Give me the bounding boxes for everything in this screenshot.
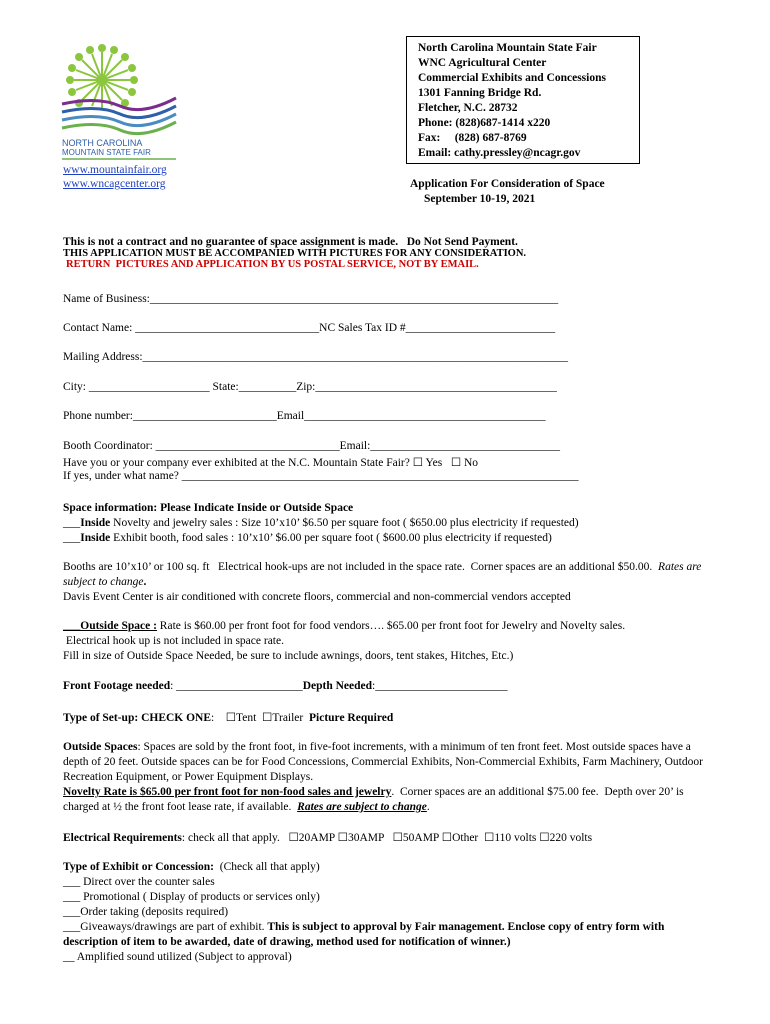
exhibit-option[interactable]: ___ Promotional ( Display of products or services only)	[63, 891, 320, 903]
inside-exhibit-option[interactable]: ___Inside Exhibit booth, food sales : 10’x10’ $6.00 per square foot ( $600.00 plus electricity if requested)	[63, 532, 552, 544]
logo-text-line1: NORTH CAROLINA	[62, 138, 143, 148]
address-line: Phone: (828)687-1414 x220	[418, 117, 551, 129]
footage-field[interactable]: Front Footage needed: ______________________Depth Needed:_______________________	[63, 680, 508, 692]
outside-electrical-note: Electrical hook up is not included in space rate.	[63, 635, 284, 647]
giveaway-option[interactable]: ___Giveaways/drawings are part of exhibit. This is subject to approval by Fair management. Enclose copy of entry form with description of item to be awarded, date of drawing, method used for notification of winner.)	[63, 921, 665, 948]
outside-space-section	[63, 619, 713, 664]
contact-field[interactable]: Contact Name: ________________________________NC Sales Tax ID #__________________________	[63, 322, 556, 334]
inside-novelty-option[interactable]: ___Inside Novelty and jewelry sales : Size 10’x10’ $6.50 per square foot ( $650.00 plus electricity if requested)	[63, 517, 579, 529]
address-line: Fax: (828) 687-8769	[418, 132, 527, 144]
setup-type-field[interactable]: Type of Set-up: CHECK ONE: ☐Tent ☐Trailer Picture Required	[63, 712, 394, 724]
exhibited-before-checkbox[interactable]: Have you or your company ever exhibited at the N.C. Mountain State Fair? ☐ Yes ☐ No	[63, 457, 479, 469]
address-line: Email: cathy.pressley@ncagr.gov	[418, 147, 581, 159]
booth-info: Booths are 10’x10’ or 100 sq. ft Electrical hook-ups are not included in the space rate. Corner spaces are an additional $50.00. Rates are subject to change. Davis Event Center is air conditioned with concrete floors, commercial and non-commercial vendors accepted	[63, 560, 713, 605]
address-line: North Carolina Mountain State Fair	[418, 42, 597, 54]
notice-line2: THIS APPLICATION MUST BE ACCOMPANIED WITH PICTURES FOR ANY CONSIDERATION.	[63, 248, 527, 259]
space-info-section	[63, 501, 713, 546]
exhibit-type-heading: Type of Exhibit or Concession: (Check all that apply)	[63, 861, 320, 873]
ferris-wheel-mountain-logo-icon	[58, 42, 180, 162]
outside-fill-note: Fill in size of Outside Space Needed, be sure to include awnings, doors, tent stakes, Hitches, Etc.)	[63, 650, 514, 662]
outside-space-option[interactable]: ___Outside Space : Rate is $60.00 per front foot for food vendors…. $65.00 per front foot for Jewelry and Novelty sales.	[63, 620, 626, 632]
notice-block	[63, 236, 713, 270]
application-title	[410, 177, 605, 207]
mailing-address-field[interactable]: Mailing Address:__________________________________________________________________________	[63, 351, 569, 363]
notice-line3: RETURN PICTURES AND APPLICATION BY US POSTAL SERVICE, NOT BY EMAIL.	[66, 259, 479, 270]
space-heading: Space information: Please Indicate Inside or Outside Space	[63, 502, 354, 514]
phone-email-field[interactable]: Phone number:_________________________Email__________________________________________	[63, 410, 546, 422]
business-name-field[interactable]: Name of Business:_______________________________________________________________________	[63, 293, 559, 305]
notice-line1: This is not a contract and no guarantee of space assignment is made. Do Not Send Payment.	[63, 236, 518, 248]
exhibit-option[interactable]: ___ Direct over the counter sales	[63, 876, 215, 888]
address-box	[406, 36, 640, 164]
amplified-sound-option[interactable]: __ Amplified sound utilized (Subject to approval)	[63, 951, 292, 963]
exhibit-option[interactable]: ___Order taking (deposits required)	[63, 906, 229, 918]
city-state-zip-field[interactable]: City: _____________________ State:__________Zip:__________________________________________	[63, 381, 557, 393]
booth-coordinator-field[interactable]: Booth Coordinator: ________________________________Email:_________________________________	[63, 440, 561, 452]
address-line: Commercial Exhibits and Concessions	[418, 72, 606, 84]
logo-text-line2: MOUNTAIN STATE FAIR	[62, 148, 151, 157]
electrical-requirements-field[interactable]: Electrical Requirements: check all that apply. ☐20AMP ☐30AMP ☐50AMP ☐Other ☐110 volts ☐220 volts	[63, 832, 593, 844]
website-links	[63, 163, 167, 191]
mountainfair-link[interactable]: www.mountainfair.org	[63, 164, 167, 176]
wncagcenter-link[interactable]: www.wncagcenter.org	[63, 178, 166, 190]
exhibit-type-section	[63, 860, 713, 965]
app-title: Application For Consideration of Space	[410, 178, 605, 190]
fair-logo	[58, 42, 180, 162]
outside-spaces-info: Outside Spaces: Spaces are sold by the front foot, in five-foot increments, with a minimum of ten front feet. Most outside spaces have a depth of 20 feet. Outside spaces can be for Food Concessions, Commercial Exhibits, Non-Commercial Exhibits, Farm Machinery, Outdoor Recreation Equipment, or Power Equipment Displays. Novelty Rate is $65.00 per front foot for non-food sales and jewelry. Corner spaces are an additional $75.00 fee. Depth over 20’ is charged at ½ the front foot lease rate, if available. Rates are subject to change.	[63, 741, 703, 813]
address-line: WNC Agricultural Center	[418, 57, 547, 69]
app-dates: September 10-19, 2021	[424, 193, 536, 205]
address-line: 1301 Fanning Bridge Rd.	[418, 87, 542, 99]
davis-info: Davis Event Center is air conditioned with concrete floors, commercial and non-commercial vendors accepted	[63, 591, 571, 603]
previous-name-field[interactable]: If yes, under what name? _____________________________________________________________________	[63, 470, 579, 482]
address-line: Fletcher, N.C. 28732	[418, 102, 518, 114]
